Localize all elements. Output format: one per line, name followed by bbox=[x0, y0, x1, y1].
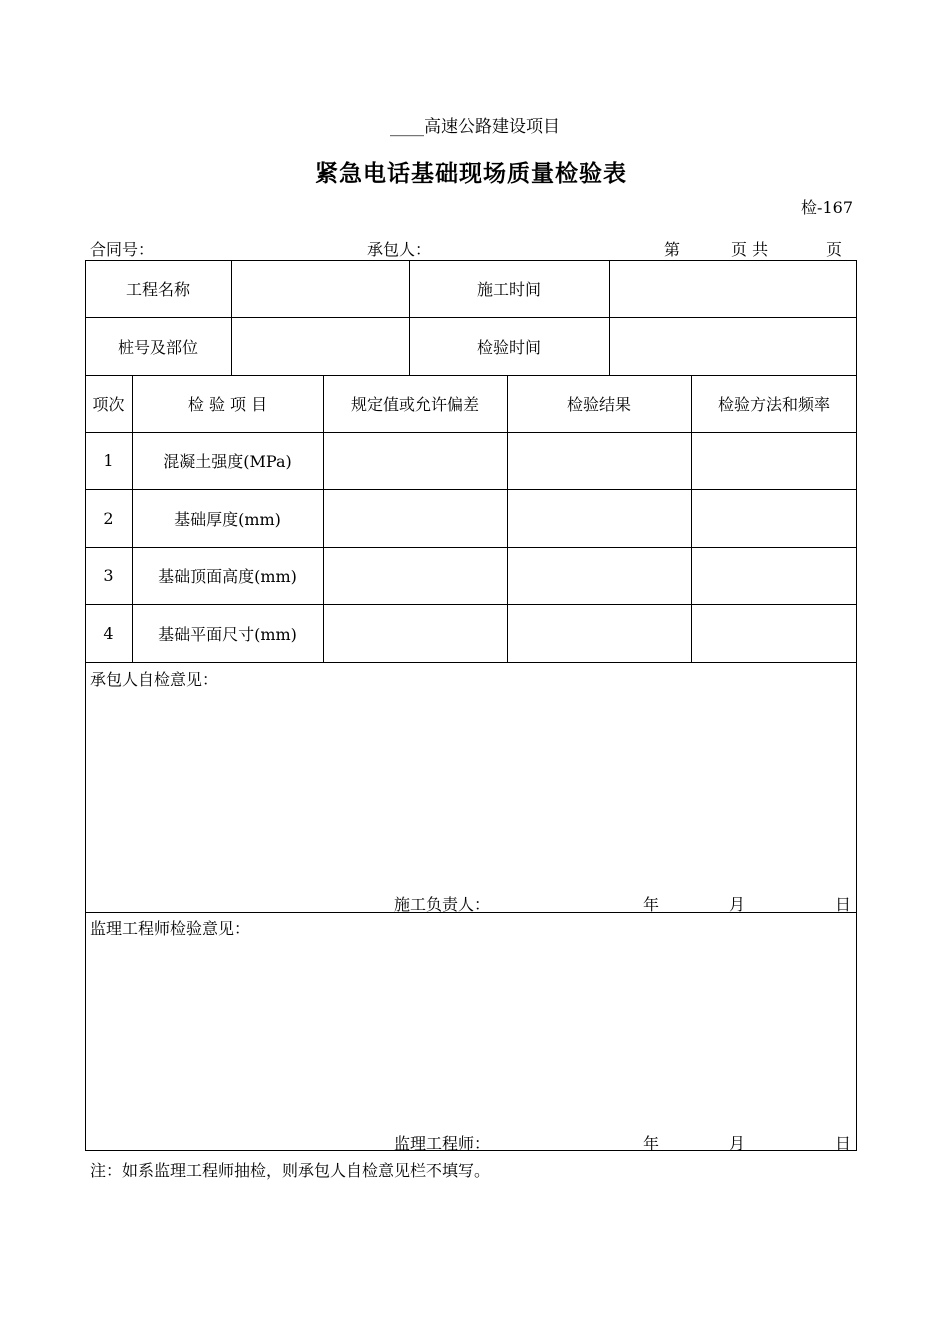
supervisor-signer-label: 监理工程师： bbox=[394, 1134, 491, 1153]
row-divider bbox=[85, 662, 857, 663]
supervisor-day: 日 bbox=[835, 1134, 852, 1153]
row-no: 2 bbox=[103, 508, 114, 528]
project-name-field[interactable] bbox=[231, 260, 409, 317]
page-ye: 页 bbox=[826, 240, 843, 259]
col-header-method: 检验方法和频率 bbox=[717, 395, 830, 414]
row-spec-field[interactable] bbox=[323, 547, 507, 604]
row-spec-field[interactable] bbox=[323, 489, 507, 547]
supervisor-year: 年 bbox=[643, 1134, 660, 1153]
construction-lead-label: 施工负责人： bbox=[394, 895, 491, 914]
station-label: 桩号及部位 bbox=[117, 337, 198, 357]
supervisor-check-label: 监理工程师检验意见： bbox=[90, 919, 251, 938]
inspection-time-field[interactable] bbox=[609, 317, 857, 375]
row-method-field[interactable] bbox=[691, 604, 857, 662]
row-result-field[interactable] bbox=[507, 489, 691, 547]
project-subtitle: ____高速公路建设项目 bbox=[390, 117, 560, 137]
row-item: 基础顶面高度(mm) bbox=[158, 567, 297, 586]
station-field[interactable] bbox=[231, 317, 409, 375]
contract-label: 合同号： bbox=[90, 240, 155, 259]
col-header-no: 项次 bbox=[92, 395, 125, 414]
form-code: 检-167 bbox=[801, 198, 853, 217]
row-result-field[interactable] bbox=[507, 432, 691, 489]
page-ye-gong: 页 共 bbox=[731, 240, 769, 259]
self-check-label: 承包人自检意见： bbox=[90, 670, 219, 689]
construction-time-label: 施工时间 bbox=[476, 280, 541, 299]
row-item: 基础平面尺寸(mm) bbox=[158, 624, 297, 644]
self-check-month: 月 bbox=[729, 895, 746, 914]
col-header-spec: 规定值或允许偏差 bbox=[350, 395, 479, 414]
row-method-field[interactable] bbox=[691, 547, 857, 604]
page-title: 紧急电话基础现场质量检验表 bbox=[315, 161, 627, 187]
contractor-label: 承包人： bbox=[367, 240, 432, 259]
inspection-time-label: 检验时间 bbox=[476, 337, 541, 357]
footer-note: 注：如系监理工程师抽检，则承包人自检意见栏不填写。 bbox=[90, 1161, 491, 1180]
row-no: 1 bbox=[103, 451, 114, 470]
supervisor-month: 月 bbox=[729, 1134, 746, 1153]
self-check-year: 年 bbox=[643, 895, 660, 914]
row-no: 3 bbox=[103, 566, 114, 585]
row-method-field[interactable] bbox=[691, 489, 857, 547]
page-di: 第 bbox=[664, 240, 681, 259]
row-no: 4 bbox=[103, 623, 114, 643]
row-spec-field[interactable] bbox=[323, 604, 507, 662]
construction-time-field[interactable] bbox=[609, 260, 857, 317]
row-result-field[interactable] bbox=[507, 604, 691, 662]
row-spec-field[interactable] bbox=[323, 432, 507, 489]
row-item: 混凝土强度(MPa) bbox=[163, 452, 292, 471]
col-header-item: 检 验 项 目 bbox=[187, 395, 268, 414]
col-header-result: 检验结果 bbox=[566, 395, 631, 414]
row-item: 基础厚度(mm) bbox=[174, 509, 281, 529]
row-method-field[interactable] bbox=[691, 432, 857, 489]
row-result-field[interactable] bbox=[507, 547, 691, 604]
self-check-day: 日 bbox=[835, 895, 852, 914]
project-name-label: 工程名称 bbox=[125, 280, 190, 299]
